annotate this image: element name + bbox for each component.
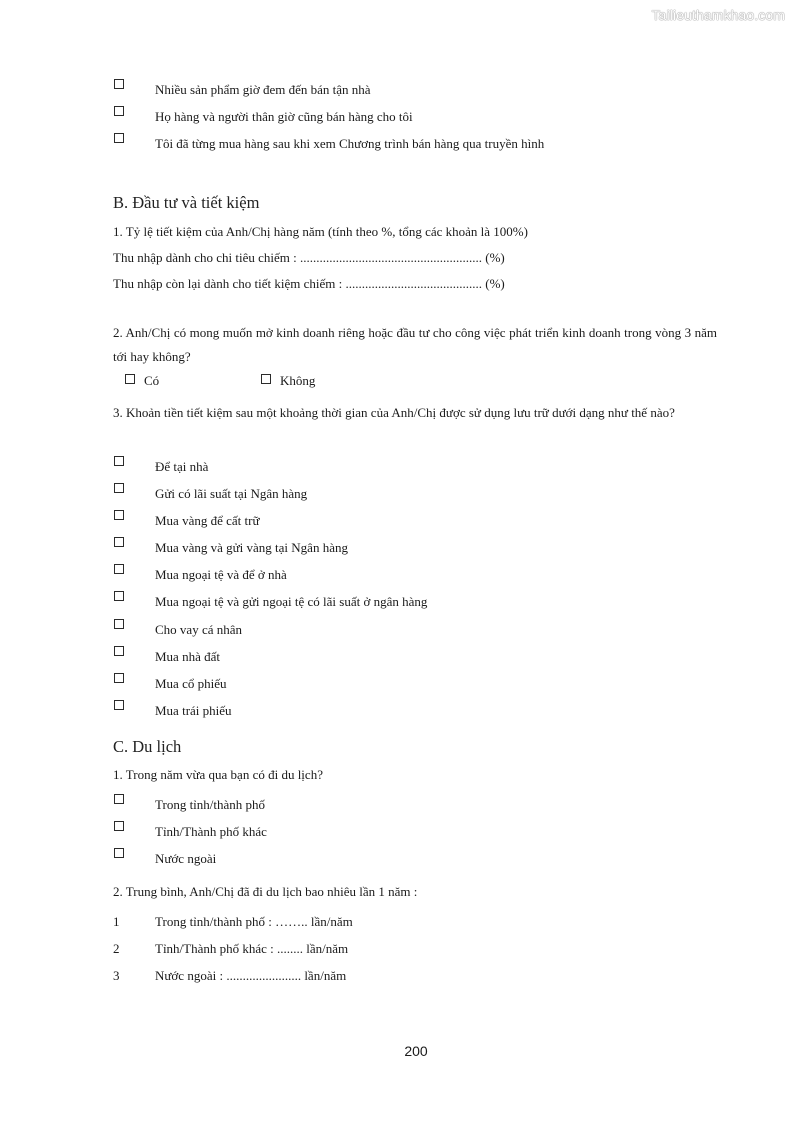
checkbox-icon[interactable] bbox=[261, 374, 271, 384]
section-c-title: C. Du lịch bbox=[113, 737, 182, 756]
option-label: Mua vàng để cất trữ bbox=[155, 513, 260, 528]
row-number: 2 bbox=[113, 941, 120, 956]
option-label: Tôi đã từng mua hàng sau khi xem Chương trình bán hàng qua truyền hình bbox=[155, 136, 545, 151]
checkbox-icon[interactable] bbox=[114, 848, 124, 858]
frequency-row: Trong tỉnh/thành phố : …….. lần/năm bbox=[155, 914, 353, 929]
checkbox-icon[interactable] bbox=[114, 79, 124, 89]
option-label: Tỉnh/Thành phố khác bbox=[155, 824, 267, 839]
checkbox-icon[interactable] bbox=[114, 646, 124, 656]
option-label: Nhiều sản phẩm giờ đem đến bán tận nhà bbox=[155, 82, 371, 97]
option-label: Nước ngoài bbox=[155, 851, 217, 866]
checkbox-icon[interactable] bbox=[114, 456, 124, 466]
checkbox-icon[interactable] bbox=[114, 106, 124, 116]
option-no-label: Không bbox=[280, 373, 316, 388]
checkbox-icon[interactable] bbox=[114, 510, 124, 520]
checkbox-icon[interactable] bbox=[114, 673, 124, 683]
option-label: Mua trái phiếu bbox=[155, 703, 232, 718]
option-label: Mua ngoại tệ và gửi ngoại tệ có lãi suất ở ngân hàng bbox=[155, 594, 428, 609]
watermark: Tailieuthamkhao.com bbox=[651, 7, 785, 23]
spending-line: Thu nhập dành cho chi tiêu chiếm : ........................................................ (%) bbox=[113, 250, 505, 265]
question-c1: 1. Trong năm vừa qua bạn có đi du lịch? bbox=[113, 767, 323, 782]
option-label: Mua vàng và gửi vàng tại Ngân hàng bbox=[155, 540, 348, 555]
checkbox-icon[interactable] bbox=[114, 133, 124, 143]
question-b3: 3. Khoản tiền tiết kiệm sau một khoảng thời gian của Anh/Chị được sử dụng lưu trữ dưới dạng như thế nào? bbox=[113, 405, 675, 420]
page-number: 200 bbox=[404, 1043, 428, 1059]
option-label: Họ hàng và người thân giờ cũng bán hàng cho tôi bbox=[155, 109, 413, 124]
option-label: Trong tỉnh/thành phố bbox=[155, 797, 266, 812]
option-label: Mua nhà đất bbox=[155, 649, 220, 664]
option-label: Cho vay cá nhân bbox=[155, 622, 243, 637]
option-label: Mua cổ phiếu bbox=[155, 676, 227, 691]
question-c2: 2. Trung bình, Anh/Chị đã đi du lịch bao nhiêu lần 1 năm : bbox=[113, 884, 418, 899]
row-number: 1 bbox=[113, 914, 120, 929]
checkbox-icon[interactable] bbox=[114, 564, 124, 574]
checkbox-icon[interactable] bbox=[114, 619, 124, 629]
frequency-row: Nước ngoài : ....................... lần/năm bbox=[155, 968, 347, 983]
option-yes-label: Có bbox=[144, 373, 160, 388]
saving-line: Thu nhập còn lại dành cho tiết kiệm chiếm : .......................................... (%) bbox=[113, 276, 505, 291]
checkbox-icon[interactable] bbox=[125, 374, 135, 384]
checkbox-icon[interactable] bbox=[114, 483, 124, 493]
checkbox-icon[interactable] bbox=[114, 794, 124, 804]
checkbox-icon[interactable] bbox=[114, 700, 124, 710]
question-b1: 1. Tỷ lệ tiết kiệm của Anh/Chị hàng năm (tính theo %, tổng các khoản là 100%) bbox=[113, 224, 528, 239]
option-label: Mua ngoại tệ và để ở nhà bbox=[155, 567, 287, 582]
checkbox-icon[interactable] bbox=[114, 821, 124, 831]
section-b-title: B. Đầu tư và tiết kiệm bbox=[113, 193, 260, 212]
checkbox-icon[interactable] bbox=[114, 591, 124, 601]
option-label: Để tại nhà bbox=[155, 459, 209, 474]
option-label: Gửi có lãi suất tại Ngân hàng bbox=[155, 486, 308, 501]
frequency-row: Tỉnh/Thành phố khác : ........ lần/năm bbox=[155, 941, 349, 956]
question-b2: 2. Anh/Chị có mong muốn mở kinh doanh riêng hoặc đầu tư cho công việc phát triển kinh doanh trong vòng 3 năm tới hay không? bbox=[113, 325, 717, 364]
checkbox-icon[interactable] bbox=[114, 537, 124, 547]
row-number: 3 bbox=[113, 968, 120, 983]
